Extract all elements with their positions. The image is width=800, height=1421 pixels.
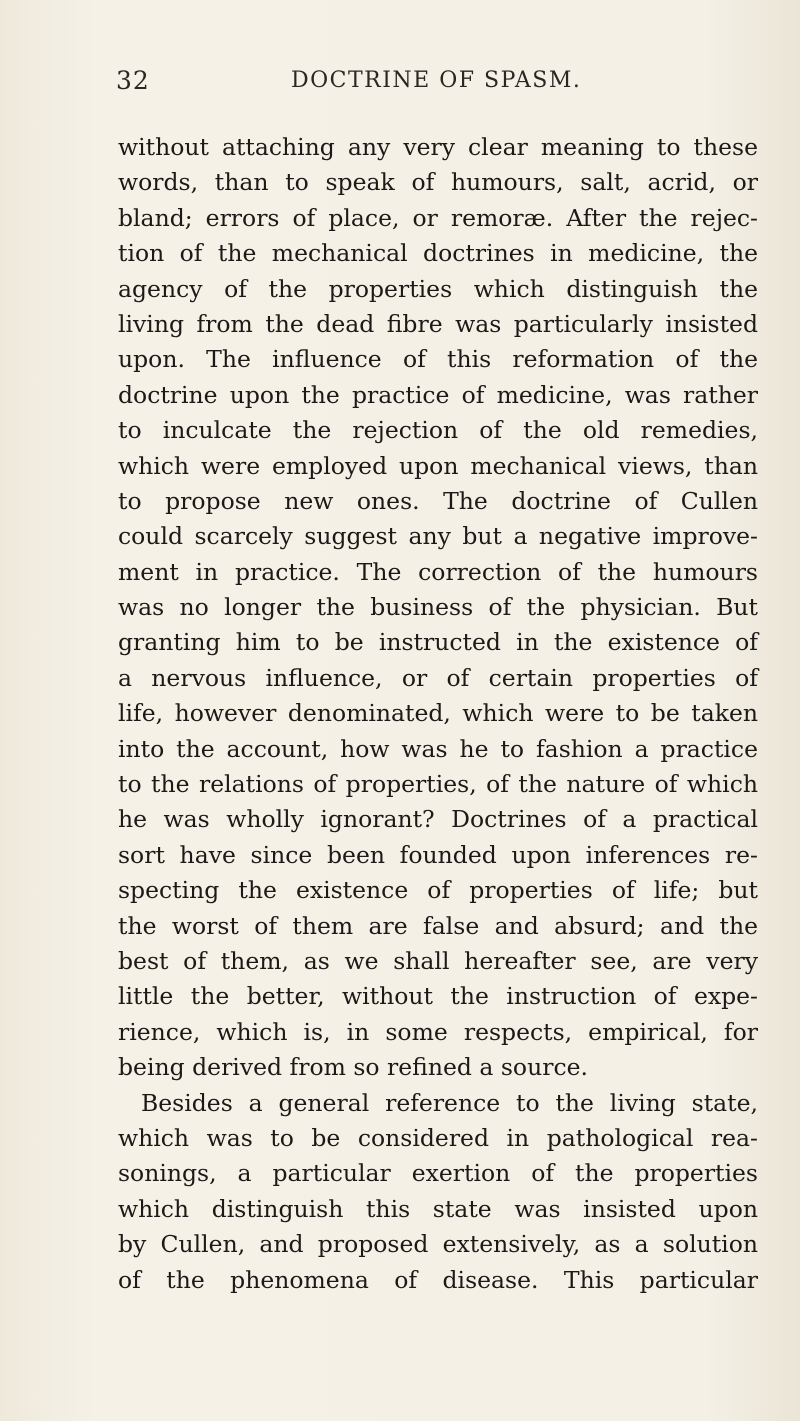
text-line: Besides a general reference to the living state, bbox=[141, 1088, 758, 1117]
text-line: being derived from so refined a source. bbox=[118, 1053, 588, 1082]
text-line: doctrine upon the practice of medicine, was rather bbox=[118, 380, 758, 409]
text-line: was no longer the business of the physician. But bbox=[118, 593, 758, 622]
text-line: sonings, a particular exertion of the properties bbox=[118, 1159, 758, 1188]
text-line: which distinguish this state was insisted upon bbox=[118, 1194, 758, 1223]
text-line: granting him to be instructed in the existence of bbox=[118, 628, 758, 657]
text-line: living from the dead fibre was particularly insisted bbox=[118, 309, 758, 338]
text-line: ment in practice. The correction of the humours bbox=[118, 557, 758, 586]
text-line: a nervous influence, or of certain properties of bbox=[118, 663, 758, 692]
page-number: 32 bbox=[116, 66, 150, 95]
text-line: the worst of them are false and absurd; and the bbox=[118, 911, 758, 940]
text-line: rience, which is, in some respects, empirical, for bbox=[118, 1017, 758, 1046]
text-line: by Cullen, and proposed extensively, as a solution bbox=[118, 1230, 758, 1259]
text-line: he was wholly ignorant? Doctrines of a practical bbox=[118, 805, 758, 834]
text-line: little the better, without the instruction of expe- bbox=[118, 982, 758, 1011]
running-head: DOCTRINE OF SPASM. bbox=[291, 68, 582, 93]
text-line: tion of the mechanical doctrines in medicine, the bbox=[118, 239, 758, 268]
page-header bbox=[116, 66, 756, 106]
text-line: which was to be considered in pathological rea- bbox=[118, 1123, 758, 1152]
text-line: agency of the properties which distinguish the bbox=[118, 274, 758, 303]
text-line: could scarcely suggest any but a negative improve- bbox=[118, 522, 758, 551]
text-line: sort have since been founded upon inferences re- bbox=[118, 840, 758, 869]
text-line: best of them, as we shall hereafter see, are very bbox=[118, 946, 758, 975]
text-line: specting the existence of properties of life; but bbox=[118, 876, 758, 905]
text-line: to propose new ones. The doctrine of Cullen bbox=[118, 486, 758, 515]
text-line: which were employed upon mechanical views, than bbox=[118, 451, 758, 480]
text-line: into the account, how was he to fashion a practice bbox=[118, 734, 758, 763]
text-line: life, however denominated, which were to be taken bbox=[118, 699, 758, 728]
text-line: to the relations of properties, of the nature of which bbox=[118, 770, 758, 799]
text-line: without attaching any very clear meaning to these bbox=[118, 133, 758, 161]
text-line: bland; errors of place, or remoræ. After the rejec- bbox=[118, 203, 758, 232]
text-line: words, than to speak of humours, salt, acrid, or bbox=[118, 168, 758, 197]
text-line: of the phenomena of disease. This particular bbox=[118, 1265, 758, 1294]
text-line: upon. The influence of this reformation of the bbox=[118, 345, 758, 374]
text-line: to inculcate the rejection of the old remedies, bbox=[118, 416, 758, 445]
body-text bbox=[118, 130, 758, 1298]
